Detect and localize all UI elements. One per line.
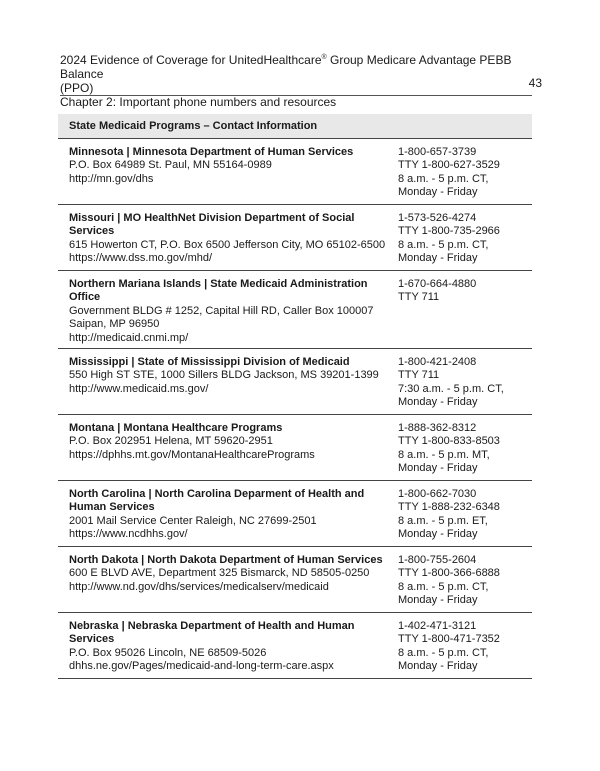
tty-number: TTY 1-800-471-7352 [398,633,500,646]
agency-name: North Dakota | North Dakota Department of Human Services [69,554,383,566]
table-body [58,139,532,679]
hours-text: 8 a.m. - 5 p.m. CT, [398,238,489,251]
tty-number: TTY 1-800-735-2966 [398,225,500,238]
chapter-title: Chapter 2: Important phone numbers and resources [60,95,337,109]
agency-address: P.O. Box 95026 Lincoln, NE 68509-5026 [69,646,267,659]
tty-number: TTY 1-800-833-8503 [398,435,500,448]
agency-name: Missouri | MO HealthNet Division Department of Social Services [69,212,355,238]
agency-name: North Carolina | North Carolina Deparment of Health and Human Services [69,488,365,514]
tty-number: TTY 1-800-627-3529 [398,159,500,172]
agency-name: Mississippi | State of Mississippi Division of Medicaid [69,356,350,368]
agency-website-link[interactable]: https://www.ncdhhs.gov/ [69,528,188,541]
agency-info [58,278,398,348]
agency-address: P.O. Box 202951 Helena, MT 59620-2951 [69,435,273,448]
hours-text: Monday - Friday [398,462,478,475]
contact-info [398,212,500,270]
agency-website-link[interactable]: https://dphhs.mt.gov/MontanaHealthcarePrograms [69,448,315,461]
agency-address: 615 Howerton CT, P.O. Box 6500 Jefferson City, MO 65102-6500 [69,238,386,251]
tty-number: TTY 711 [398,369,440,382]
hours-text: Monday - Friday [398,252,478,265]
hours-text: Monday - Friday [398,660,478,673]
agency-address: 2001 Mail Service Center Raleigh, NC 27699-2501 [69,514,317,527]
table-row [58,205,532,271]
contact-info [398,620,500,678]
agency-info [58,146,398,204]
document-title-plan: (PPO) [60,81,94,95]
hours-text: 7:30 a.m. - 5 p.m. CT, [398,382,504,395]
agency-website-link[interactable]: https://www.dss.mo.gov/mhd/ [69,252,213,265]
agency-info [58,620,398,678]
tty-number: TTY 1-888-232-6348 [398,501,500,514]
table-row [58,547,532,613]
contact-info [398,422,500,480]
agency-info [58,488,398,546]
agency-address: Saipan, MP 96950 [69,318,160,331]
registered-mark: ® [321,54,327,61]
hours-text: 8 a.m. - 5 p.m. CT, [398,172,489,185]
hours-text: Monday - Friday [398,528,478,541]
tty-number: TTY 1-800-366-6888 [398,567,500,580]
contact-info [398,488,500,546]
agency-info [58,554,398,612]
agency-address: P.O. Box 64989 St. Paul, MN 55164-0989 [69,159,272,172]
medicaid-contact-table [58,114,532,679]
agency-info [58,422,398,480]
tty-number: TTY 711 [398,291,440,304]
agency-website-link[interactable]: http://www.nd.gov/dhs/services/medicalserv/medicaid [69,580,329,593]
page-header [60,51,530,109]
contact-info [398,278,476,348]
agency-name: Northern Mariana Islands | State Medicaid Administration Office [69,278,368,304]
phone-number: 1-800-421-2408 [398,356,477,368]
hours-text: Monday - Friday [398,594,478,607]
table-row [58,481,532,547]
table-row [58,613,532,679]
phone-number: 1-573-526-4274 [398,212,477,224]
agency-website-link[interactable]: http://medicaid.cnmi.mp/ [69,331,189,344]
contact-info [398,356,504,414]
agency-name: Montana | Montana Healthcare Programs [69,422,283,434]
phone-number: 1-888-362-8312 [398,422,477,434]
phone-number: 1-800-657-3739 [398,146,477,158]
table-row [58,415,532,481]
contact-info [398,146,500,204]
hours-text: 8 a.m. - 5 p.m. MT, [398,448,490,461]
agency-name: Minnesota | Minnesota Department of Human Services [69,146,354,158]
agency-website-link[interactable]: http://www.medicaid.ms.gov/ [69,382,209,395]
phone-number: 1-800-755-2604 [398,554,477,566]
page-number: 43 [528,76,542,90]
agency-info [58,356,398,414]
agency-address: 550 High ST STE, 1000 Sillers BLDG Jackson, MS 39201-1399 [69,369,379,382]
agency-website-link[interactable]: dhhs.ne.gov/Pages/medicaid-and-long-term-care.aspx [69,660,334,673]
phone-number: 1-670-664-4880 [398,278,477,290]
agency-address: Government BLDG # 1252, Capital Hill RD, Caller Box 100007 [69,304,374,317]
table-row [58,271,532,349]
hours-text: Monday - Friday [398,396,478,409]
phone-number: 1-402-471-3121 [398,620,477,632]
hours-text: 8 a.m. - 5 p.m. CT, [398,646,489,659]
table-row [58,139,532,205]
table-row [58,349,532,415]
hours-text: Monday - Friday [398,186,478,199]
contact-info [398,554,500,612]
document-title: 2024 Evidence of Coverage for UnitedHealthcare® Group Medicare Advantage PEBB Balance [60,53,512,81]
header-divider [60,95,532,96]
agency-website-link[interactable]: http://mn.gov/dhs [69,172,154,185]
hours-text: 8 a.m. - 5 p.m. ET, [398,514,488,527]
table-heading: State Medicaid Programs – Contact Information [58,114,532,139]
agency-info [58,212,398,270]
hours-text: 8 a.m. - 5 p.m. CT, [398,580,489,593]
agency-address: 600 E BLVD AVE, Department 325 Bismarck, ND 58505-0250 [69,567,370,580]
phone-number: 1-800-662-7030 [398,488,477,500]
agency-name: Nebraska | Nebraska Department of Health and Human Services [69,620,355,646]
